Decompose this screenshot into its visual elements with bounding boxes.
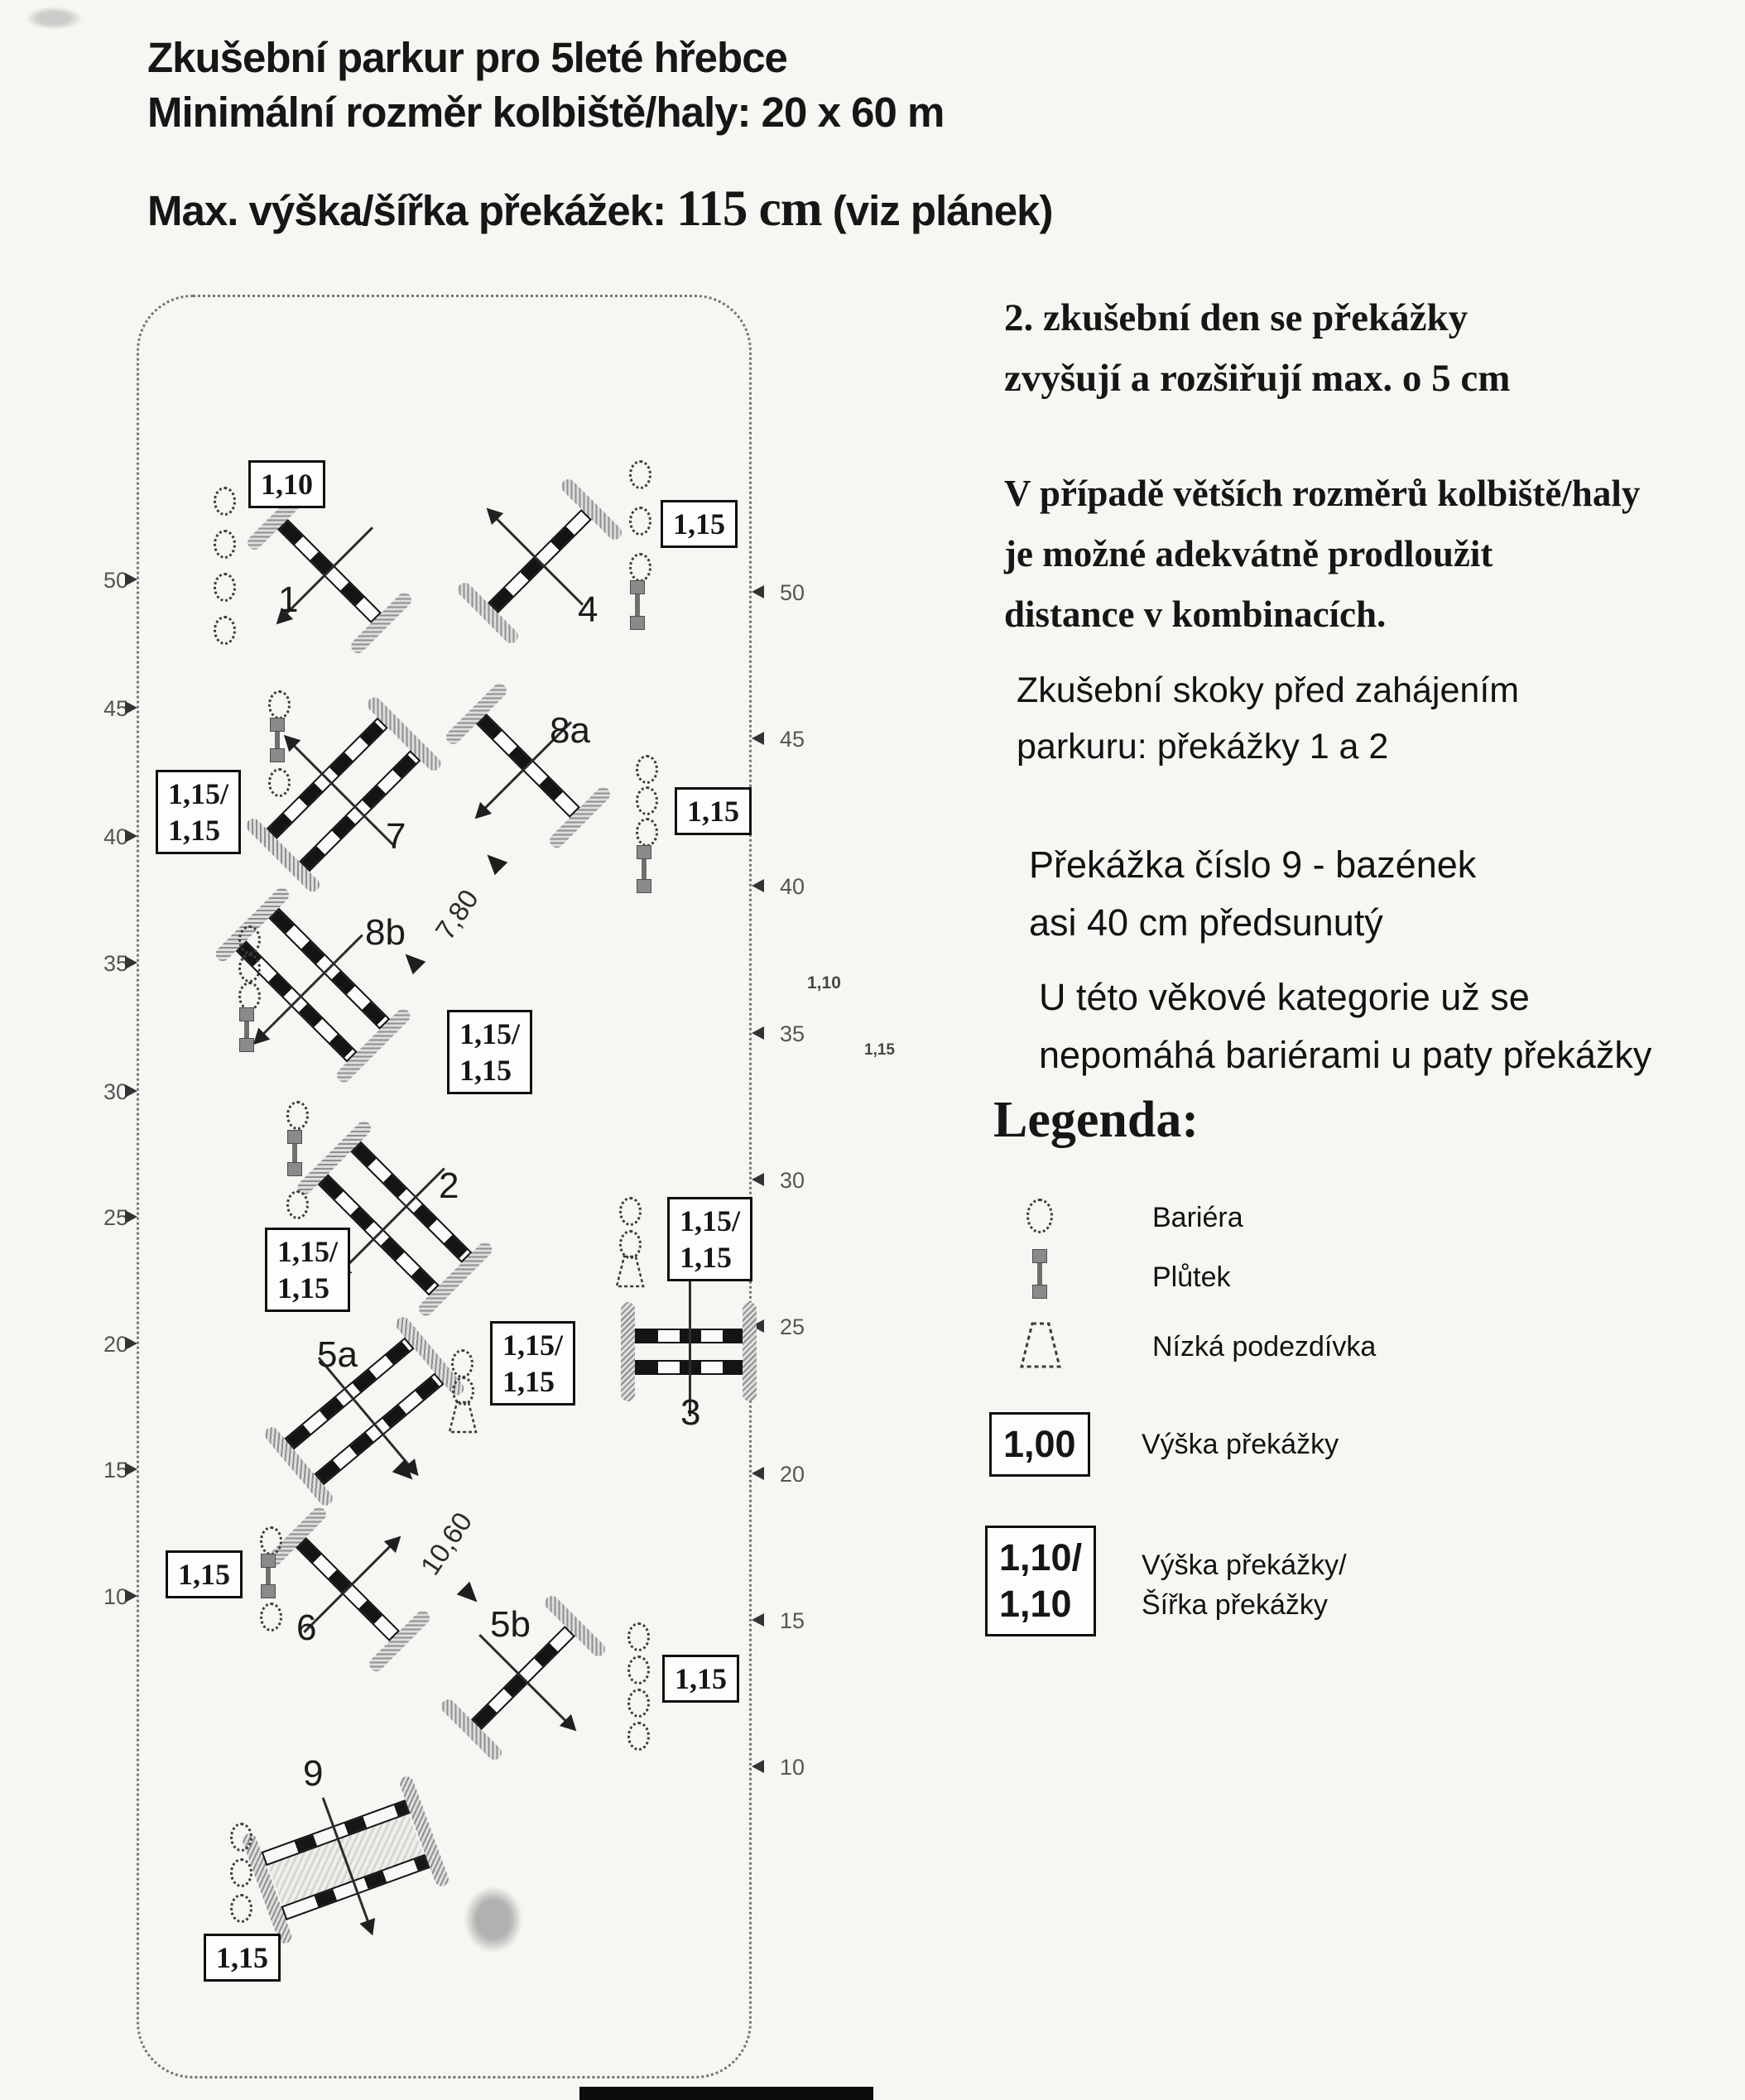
note-warmup-line1: Zkušební skoky před zahájením <box>1017 670 1520 710</box>
scale-right-45: 45 <box>780 727 805 752</box>
note-groundline-line1: U této věkové kategorie už se <box>1039 976 1530 1018</box>
scale-left-30: 30 <box>103 1079 128 1104</box>
jump-2-number: 2 <box>439 1165 459 1206</box>
bariera-icon <box>1026 1199 1053 1233</box>
bariera-icon <box>260 1526 282 1555</box>
bariera-icon <box>286 1101 309 1130</box>
jump-1-number: 1 <box>278 579 299 620</box>
podezdivka-icon <box>1018 1321 1063 1369</box>
distance-7-80: 7,80 <box>429 883 484 945</box>
jump-4-number: 4 <box>578 589 598 630</box>
jump-9 <box>261 1815 430 1905</box>
jump-8a-height-box: 1,15 <box>675 787 752 835</box>
note-day2-line2: zvyšují a rozšiřují max. o 5 cm <box>1004 357 1511 400</box>
podezdivka-icon <box>614 1255 646 1288</box>
jump-6-height-box: 1,15 <box>166 1550 243 1598</box>
bariera-icon <box>230 1894 252 1923</box>
scale-right-15: 15 <box>780 1608 805 1633</box>
jump-7-height-box <box>156 770 241 854</box>
distance-10-60: 10,60 <box>414 1507 478 1581</box>
stray-label-110: 1,10 <box>807 973 841 992</box>
bariera-icon <box>627 1689 650 1718</box>
scale-tick-icon <box>125 829 137 843</box>
plutek-icon <box>637 846 651 892</box>
legend-height-width-box <box>985 1526 1096 1636</box>
legend-height-width-label2: Šířka překážky <box>1142 1589 1328 1621</box>
scale-tick-icon <box>125 1337 137 1350</box>
scale-tick-icon <box>125 1210 137 1223</box>
legend-height-width-label1: Výška překážky/ <box>1142 1550 1347 1581</box>
height-line1: 1,15/ <box>168 777 229 810</box>
legend-label-bariera: Bariéra <box>1152 1202 1243 1233</box>
jump-5a <box>277 1362 451 1460</box>
jump-2-height-box <box>265 1228 350 1312</box>
subtitle-value: 115 cm <box>676 181 822 237</box>
height-line2: 1,15 <box>680 1241 732 1274</box>
bariera-icon <box>230 1858 252 1887</box>
jump-6-number: 6 <box>296 1607 317 1648</box>
bariera-icon <box>230 1823 252 1852</box>
bariera-icon <box>214 616 236 645</box>
jump-5b <box>449 1638 598 1718</box>
jump-4-height-box: 1,15 <box>661 500 738 548</box>
height-line2: 1,15 <box>502 1365 555 1398</box>
jump-9-number: 9 <box>303 1753 324 1794</box>
bariera-icon <box>214 487 236 516</box>
scale-right-40: 40 <box>780 874 805 899</box>
scan-smudge <box>25 7 83 30</box>
bariera-icon <box>629 460 651 489</box>
bariera-icon <box>627 1722 650 1751</box>
scale-tick-icon <box>125 701 137 714</box>
scale-right-20: 20 <box>780 1462 805 1487</box>
scale-right-10: 10 <box>780 1755 805 1780</box>
bariera-icon <box>214 573 236 602</box>
scale-tick-icon <box>125 1463 137 1476</box>
note-groundline-line2: nepomáhá bariérami u paty překážky <box>1039 1034 1652 1076</box>
jump-8a-number: 8a <box>550 710 590 751</box>
scale-left-15: 15 <box>103 1458 128 1482</box>
scale-right-30: 30 <box>780 1168 805 1193</box>
page-title-line2: Minimální rozměr kolbiště/haly: 20 x 60 m <box>147 89 945 136</box>
height-line1: 1,15/ <box>680 1204 741 1237</box>
height-line1: 1,15/ <box>459 1017 521 1050</box>
jump-5a-number: 5a <box>317 1334 358 1375</box>
jump-9-height-box: 1,15 <box>204 1934 281 1982</box>
scale-left-45: 45 <box>103 696 128 721</box>
legend-label-plutek: Plůtek <box>1152 1261 1231 1293</box>
jump-3 <box>627 1320 751 1383</box>
height-line2: 1,15 <box>459 1054 512 1087</box>
scale-tick-icon <box>125 956 137 969</box>
height-line1: 1,15/ <box>502 1329 564 1362</box>
bariera-icon <box>629 553 651 582</box>
stray-label-115: 1,15 <box>864 1041 895 1059</box>
jump-5a-height-box <box>490 1321 575 1406</box>
scale-tick-icon <box>752 1026 764 1040</box>
scale-left-10: 10 <box>103 1584 128 1609</box>
scan-artifact-strip <box>579 2087 873 2100</box>
legend-height-box: 1,00 <box>989 1412 1090 1477</box>
scale-tick-icon <box>125 573 137 586</box>
bariera-icon <box>619 1197 642 1226</box>
jump-1-height-box: 1,10 <box>248 460 325 508</box>
height-line2: 1,15 <box>277 1271 329 1305</box>
height-line1: 1,15/ <box>277 1235 339 1268</box>
jump-3-height-box <box>667 1197 752 1281</box>
legend-height-label: Výška překážky <box>1142 1429 1339 1460</box>
plutek-icon <box>288 1131 301 1175</box>
bariera-icon <box>636 786 658 815</box>
jump-6 <box>273 1550 422 1629</box>
note-bigger-arena-line1: V případě větších rozměrů kolbiště/haly <box>1004 473 1641 514</box>
plutek-icon <box>1033 1250 1046 1298</box>
note-water-line2: asi 40 cm předsunutý <box>1029 901 1383 944</box>
bariera-icon <box>627 1622 650 1651</box>
scale-left-35: 35 <box>103 951 128 976</box>
box-value-line2: 1,10 <box>999 1583 1072 1625</box>
bariera-icon <box>238 954 261 983</box>
scale-tick-icon <box>752 732 764 745</box>
jump-5b-height-box: 1,15 <box>662 1655 739 1703</box>
plutek-icon <box>240 1008 253 1051</box>
scale-left-25: 25 <box>103 1205 128 1230</box>
scale-tick-icon <box>752 1467 764 1480</box>
jump-wing-icon <box>621 1302 635 1401</box>
bariera-icon <box>286 1190 309 1219</box>
bariera-icon <box>627 1655 650 1684</box>
jump-8b-number: 8b <box>365 912 406 953</box>
note-bigger-arena-line3: distance v kombinacích. <box>1004 593 1387 635</box>
plutek-icon <box>262 1555 275 1598</box>
scale-left-40: 40 <box>103 824 128 849</box>
scale-left-20: 20 <box>103 1332 128 1357</box>
bariera-icon <box>636 755 658 784</box>
scale-right-35: 35 <box>780 1021 805 1046</box>
bariera-icon <box>268 768 291 797</box>
plutek-icon <box>631 581 644 629</box>
bariera-icon <box>636 818 658 847</box>
subtitle-prefix: Max. výška/šířka překážek: <box>147 187 677 234</box>
scale-tick-icon <box>125 1084 137 1098</box>
jump-1 <box>255 531 404 611</box>
height-line2: 1,15 <box>168 814 220 847</box>
bariera-icon <box>451 1349 474 1378</box>
scale-tick-icon <box>752 879 764 892</box>
legend-heading: Legenda: <box>993 1092 1199 1148</box>
page-title-line1: Zkušební parkur pro 5leté hřebce <box>147 34 787 81</box>
scale-tick-icon <box>752 1760 764 1773</box>
scale-tick-icon <box>125 1589 137 1603</box>
note-water-line1: Překážka číslo 9 - bazének <box>1029 843 1477 886</box>
jump-5b-number: 5b <box>490 1604 531 1645</box>
jump-wing-icon <box>743 1302 757 1401</box>
bariera-icon <box>238 925 261 954</box>
plutek-icon <box>271 718 284 762</box>
scale-right-50: 50 <box>780 580 805 605</box>
jump-7-number: 7 <box>386 816 406 857</box>
scale-tick-icon <box>752 585 764 598</box>
scale-left-50: 50 <box>103 568 128 593</box>
bariera-icon <box>629 507 651 536</box>
jump-8b-height-box <box>447 1010 532 1094</box>
subtitle-suffix: (viz plánek) <box>821 187 1053 234</box>
scan-smudge <box>464 1886 523 1953</box>
box-value-line1: 1,10/ <box>999 1536 1083 1579</box>
jump-3-number: 3 <box>680 1392 701 1433</box>
bariera-icon <box>238 982 261 1011</box>
note-day2-line1: 2. zkušební den se překážky <box>1004 296 1469 339</box>
scale-tick-icon <box>752 1173 764 1186</box>
legend-label-podezdivka: Nízká podezdívka <box>1152 1331 1377 1362</box>
bariera-icon <box>260 1603 282 1631</box>
scale-tick-icon <box>752 1613 764 1627</box>
bariera-icon <box>214 530 236 559</box>
podezdivka-icon <box>447 1401 478 1434</box>
note-bigger-arena-line2: je možné adekvátně prodloužit <box>1004 533 1493 574</box>
bariera-icon <box>268 690 291 719</box>
scale-right-25: 25 <box>780 1314 805 1339</box>
note-warmup-line2: parkuru: překážky 1 a 2 <box>1017 727 1389 766</box>
page-subtitle <box>147 180 1052 238</box>
